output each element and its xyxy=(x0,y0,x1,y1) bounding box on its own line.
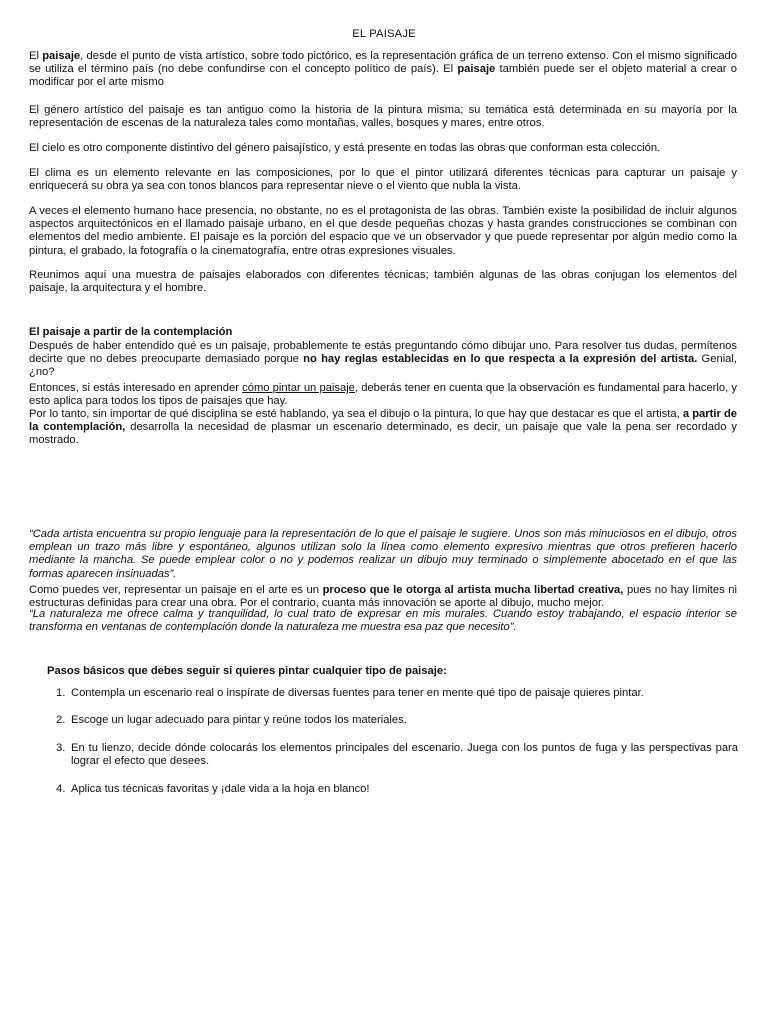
section-paragraph-3 xyxy=(29,408,737,448)
text-run: , deberás tener en cuenta que la observación es fundamental para hacerlo, y esto aplica para todos los tipos de paisajes que hay. xyxy=(29,382,737,408)
step-text: En tu lienzo, decide dónde colocarás los elementos principales del escenario. Juega con los puntos de fuga y las perspectivas para lograr el efecto que desees. xyxy=(71,742,738,768)
section-paragraph-1 xyxy=(29,340,737,380)
step-number: 4. xyxy=(56,783,66,795)
step-item xyxy=(56,783,738,796)
step-item xyxy=(56,714,738,727)
text-run: pues no hay límites ni estructuras definidas para crear una obra. Por el contrario, cuanta más innovación se aporte al dibujo, mucho mejor. xyxy=(29,584,737,610)
intro-paragraph-6: Reunimos aquí una muestra de paisajes elaborados con diferentes técnicas; también algunas de las obras conjugan los elementos del paisaje, la arquitectura y el hombre. xyxy=(29,269,737,295)
step-number: 3. xyxy=(56,742,66,754)
step-text: Contempla un escenario real o inspírate de diversas fuentes para tener en mente qué tipo de paisaje quieres pintar. xyxy=(71,687,644,699)
text-run: Entonces, si estás interesado en aprender xyxy=(29,382,243,394)
text-run: Por lo tanto, sin importar de qué disciplina se esté hablando, ya sea el dibujo o la pintura, lo que hay que destacar es que el artista, xyxy=(29,408,683,420)
text-run: desarrolla la necesidad de plasmar un escenario determinado, es decir, un paisaje que vale la pena ser recordado y mostrado. xyxy=(29,421,737,447)
step-text: Escoge un lugar adecuado para pintar y reúne todos los materiales. xyxy=(71,714,407,726)
step-number: 1. xyxy=(56,687,66,699)
step-item xyxy=(56,742,738,768)
step-number: 2. xyxy=(56,714,66,726)
text-run: , desde el punto de vista artístico, sobre todo pictórico, es la representación gráfica de un terreno extenso. Con el mismo significado se utiliza el término país (no debe confundirse con el concepto político de país). El xyxy=(29,50,737,76)
quote-1 xyxy=(29,528,737,581)
intro-paragraph-4: El clima es un elemento relevante en las composiciones, por lo que el pintor utilizará diferentes técnicas para capturar un paisaje y enriquecerá su obra ya sea con tonos blancos para representar nieve o el viento que nubla la vista. xyxy=(29,167,737,193)
step-item xyxy=(56,687,738,700)
bold-phrase: proceso que le otorga al artista mucha libertad creativa, xyxy=(322,584,624,596)
bold-phrase: no hay reglas establecidas en lo que respecta a la expresión del artista. xyxy=(303,353,698,366)
text-run: El xyxy=(29,50,43,62)
intro-paragraph-1 xyxy=(29,50,737,90)
text-run: Después de haber entendido qué es un paisaje, probablemente te estás preguntando cómo dibujar uno. Para resolver tus dudas, permítenos decirte que no debes preocuparte demasiado porque xyxy=(29,340,737,366)
paint-landscape-link[interactable]: cómo pintar un paisaje xyxy=(242,382,355,394)
intro-paragraph-2: El género artístico del paisaje es tan antiguo como la historia de la pintura misma; su temática está determinada en su mayoría por la representación de escenas de la naturaleza tales como montañas, valles, bosques y mares, entre otros. xyxy=(29,104,737,130)
quotes-paragraph xyxy=(29,584,737,610)
quote-text: “Cada artista encuentra su propio lenguaje para la representación de lo que el paisaje le sugiere. Unos son más minuciosos en el dibujo, otros emplean un trazo más libre y espontáneo, algunos utilizan solo la línea como elemento expresivo mientras que otros prefieren hacerlo mediante la mancha. Se puede emplear color o no y podemos realizar un dibujo muy terminado o simplemente abocetado en el que las formas aparecen insinuadas”. xyxy=(29,528,737,580)
text-run: Genial, ¿no? xyxy=(29,353,738,379)
quote-2 xyxy=(29,608,737,634)
bold-phrase: a partir de la contemplación, xyxy=(29,408,737,434)
intro-paragraph-3: El cielo es otro componente distintivo del género paisajístico, y está presente en todas las obras que conforman esta colección. xyxy=(29,142,661,154)
document-title: EL PAISAJE xyxy=(352,28,416,40)
bold-term: paisaje xyxy=(457,63,496,76)
steps-title: Pasos básicos que debes seguir si quieres pintar cualquier tipo de paisaje: xyxy=(47,665,447,677)
step-text: Aplica tus técnicas favoritas y ¡dale vida a la hoja en blanco! xyxy=(71,783,370,795)
section-paragraph-2 xyxy=(29,382,737,408)
section-heading: El paisaje a partir de la contemplación xyxy=(29,326,233,338)
text-run: Como puedes ver, representar un paisaje en el arte es un xyxy=(29,584,323,596)
quote-text: “La naturaleza me ofrece calma y tranquilidad, lo cual trato de expresar en mis murales. Cuando estoy trabajando, el espacio interior se transforma en ventanas de contemplación donde la naturaleza me muestra esa paz que necesito”. xyxy=(29,608,737,634)
intro-paragraph-5: A veces el elemento humano hace presencia, no obstante, no es el protagonista de las obras. También existe la posibilidad de incluir algunos aspectos arquitectónicos en el llamado paisaje urbano, en el que desde pequeñas chozas y hasta grandes construcciones se combinan con elementos del medio ambiente. El paisaje es la porción del espacio que ve un observador y que puede representar por algún medio como la pintura, el grabado, la fotografía o la cinematografía, entre otras expresiones visuales. xyxy=(29,205,737,257)
text-run: también puede ser el objeto material a crear o modificar por el arte mismo xyxy=(29,63,737,89)
bold-term: paisaje xyxy=(42,50,81,62)
